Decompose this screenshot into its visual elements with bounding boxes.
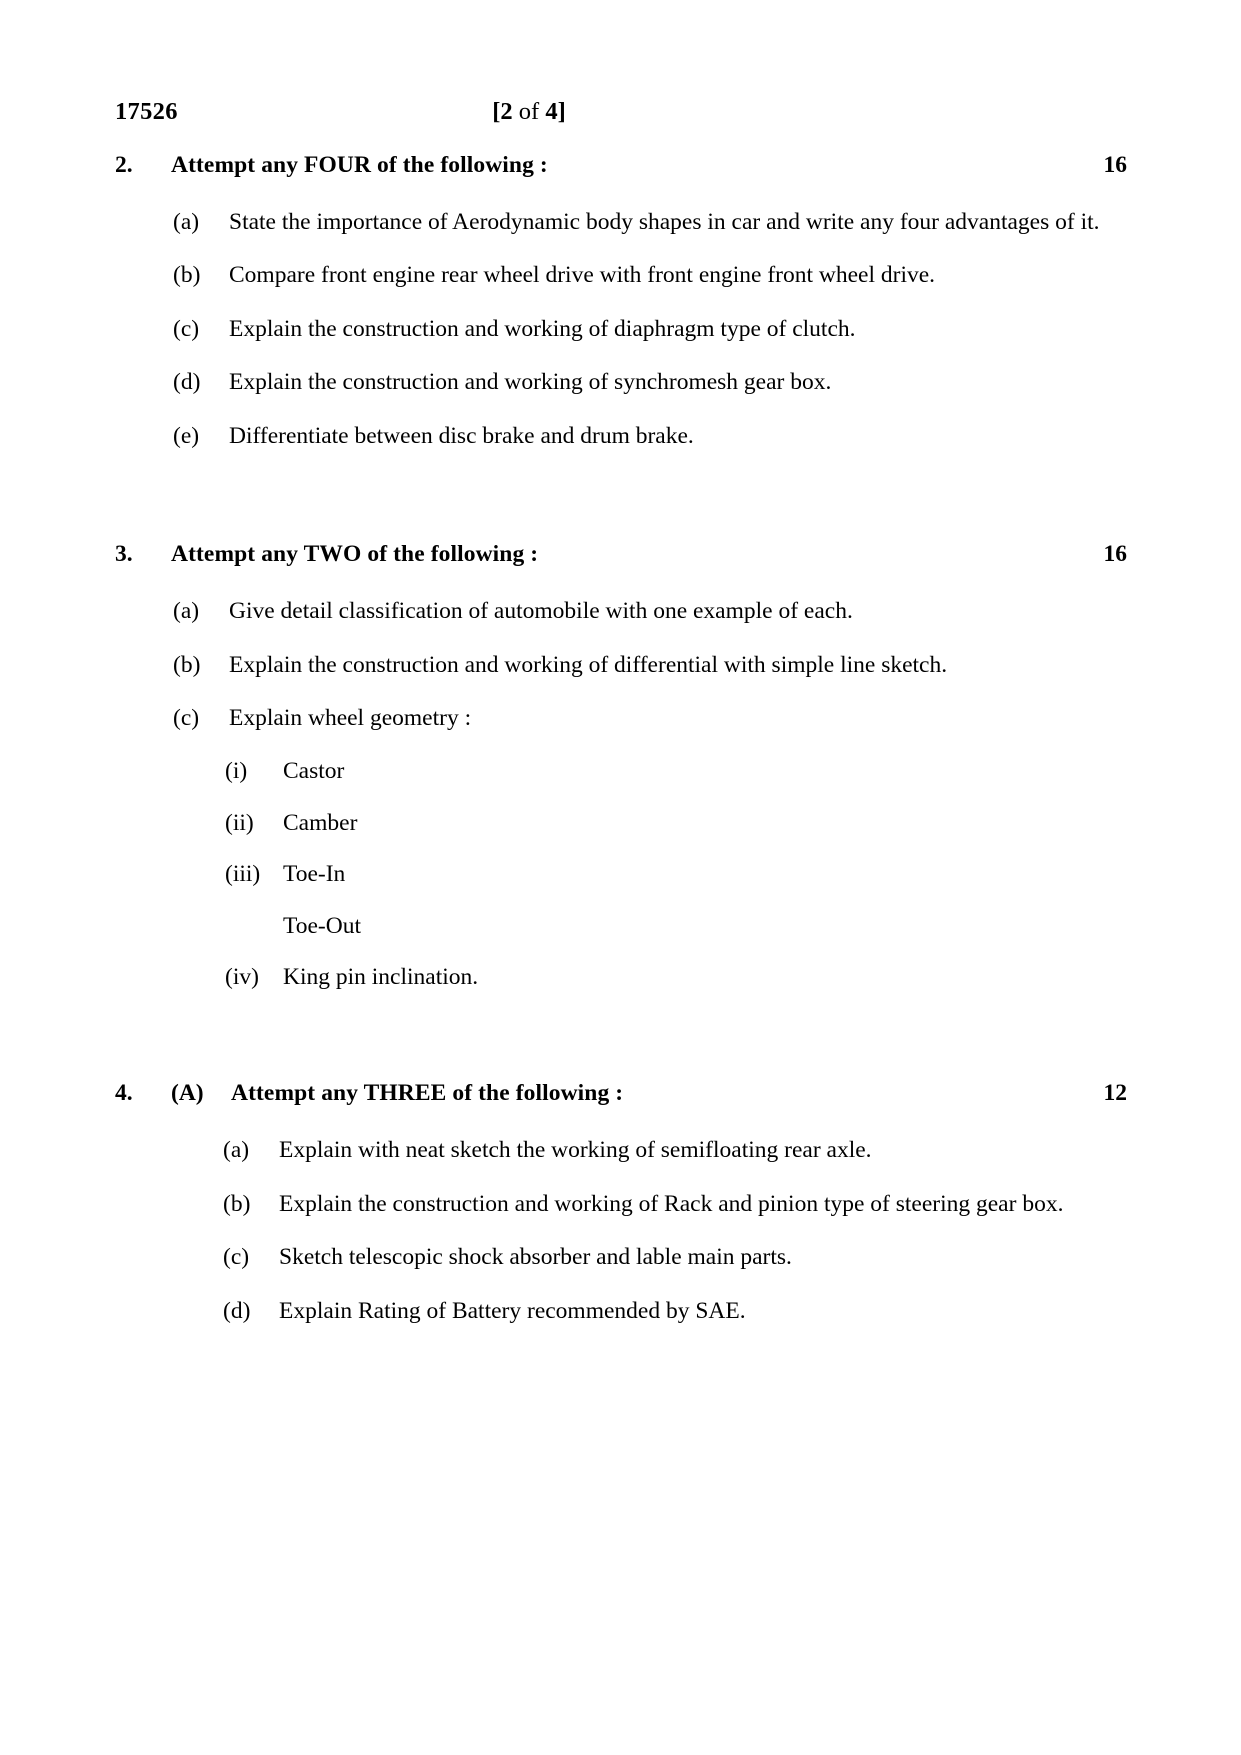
page-header <box>115 98 1113 132</box>
sub-list-item <box>225 854 1113 894</box>
item-marker: (c) <box>173 704 200 731</box>
list-item <box>173 362 1113 402</box>
section-spacer <box>115 1008 1113 1076</box>
list-item <box>223 1130 1113 1170</box>
list-item <box>173 255 1113 295</box>
item-marker: (b) <box>173 262 201 289</box>
item-text: Explain the construction and working of Rack and pinion type of steering gear box. <box>279 1190 1064 1217</box>
item-marker: (a) <box>173 598 200 625</box>
question-block-3 <box>115 537 1127 997</box>
list-item <box>173 645 1113 685</box>
item-text: Explain with neat sketch the working of semifloating rear axle. <box>279 1137 872 1164</box>
sub-item-text: Toe-In <box>283 861 346 888</box>
item-text: Differentiate between disc brake and drum brake. <box>229 422 694 449</box>
item-marker: (a) <box>223 1137 250 1164</box>
sub-item-text: Toe-Out <box>283 912 361 939</box>
sub-item-text: Camber <box>283 809 358 836</box>
item-marker: (d) <box>173 369 201 396</box>
question-marks: 12 <box>1103 1080 1127 1107</box>
question-number: 3. <box>115 541 133 568</box>
item-text: Explain the construction and working of diaphragm type of clutch. <box>229 315 856 342</box>
item-marker: (c) <box>223 1244 250 1271</box>
question-number: 4. <box>115 1080 133 1107</box>
item-text: Give detail classification of automobile with one example of each. <box>229 598 853 625</box>
question-title: Attempt any THREE of the following : <box>231 1080 624 1107</box>
list-item <box>223 1184 1113 1224</box>
question-header-3 <box>115 537 1127 571</box>
question-header-4 <box>115 1076 1127 1110</box>
item-text: Sketch telescopic shock absorber and lable main parts. <box>279 1244 792 1271</box>
item-text: Explain the construction and working of synchromesh gear box. <box>229 369 832 396</box>
list-item <box>173 202 1113 242</box>
sub-list-item <box>225 751 1113 791</box>
item-marker: (d) <box>223 1297 251 1324</box>
sub-item-text: King pin inclination. <box>283 964 479 990</box>
page-label-of: of <box>512 98 546 125</box>
item-text: Explain the construction and working of differential with simple line sketch. <box>229 651 948 678</box>
item-text: State the importance of Aerodynamic body shapes in car and write any four advantages of it. <box>229 209 1100 236</box>
question-marks: 16 <box>1103 152 1127 178</box>
item-marker: (e) <box>173 422 200 449</box>
sub-item-marker: (i) <box>225 758 248 785</box>
question-title: Attempt any TWO of the following : <box>171 541 539 568</box>
sub-list-item-continuation <box>225 906 1113 946</box>
page-label-close: 4] <box>545 98 566 125</box>
question-header-2 <box>115 148 1127 182</box>
sub-list-item <box>225 803 1113 843</box>
list-item <box>223 1237 1113 1277</box>
list-item <box>173 591 1113 631</box>
question-marks: 16 <box>1103 541 1127 568</box>
list-item <box>173 416 1113 456</box>
question-block-4 <box>115 1076 1127 1331</box>
question-number: 2. <box>115 152 133 178</box>
item-text: Explain wheel geometry : <box>229 704 472 731</box>
item-marker: (b) <box>173 651 201 678</box>
question-block-2 <box>115 148 1127 456</box>
item-marker: (b) <box>223 1190 251 1217</box>
sub-item-marker: (iv) <box>225 964 259 990</box>
list-item <box>223 1291 1113 1331</box>
item-marker: (c) <box>173 315 200 342</box>
item-text: Explain Rating of Battery recommended by SAE. <box>279 1297 746 1324</box>
page-number-label <box>115 98 1113 126</box>
paper-code: 17526 <box>115 98 178 125</box>
sub-item-marker: (ii) <box>225 809 254 836</box>
sub-list-item <box>225 957 1113 997</box>
question-title: Attempt any FOUR of the following : <box>171 152 548 178</box>
list-item <box>173 309 1113 349</box>
section-spacer <box>115 469 1113 537</box>
list-item <box>173 698 1113 738</box>
item-marker: (a) <box>173 209 200 236</box>
item-text: Compare front engine rear wheel drive with front engine front wheel drive. <box>229 262 936 289</box>
sub-item-text: Castor <box>283 758 345 785</box>
question-part-label: (A) <box>171 1080 204 1107</box>
sub-item-marker: (iii) <box>225 861 261 888</box>
page-label-open: [2 <box>492 98 513 125</box>
